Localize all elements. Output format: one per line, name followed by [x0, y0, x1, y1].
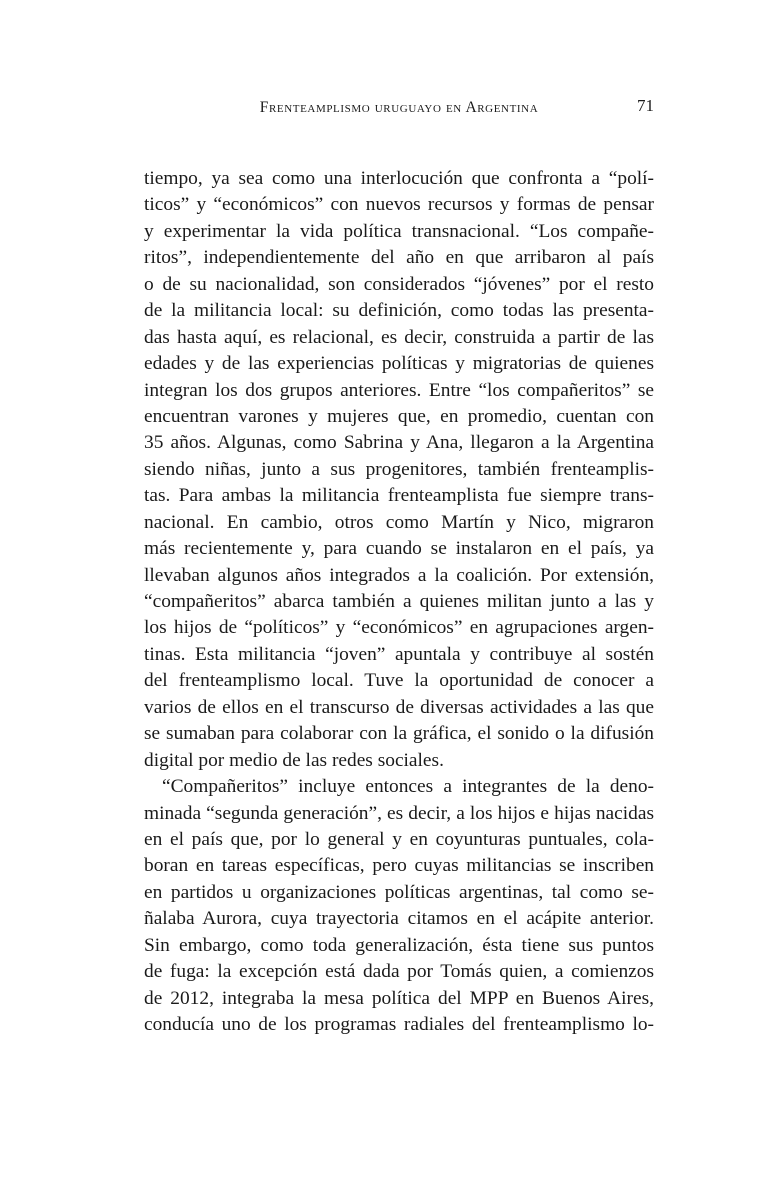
text-line: en el país que, por lo general y en coyunturas puntuales, cola- — [144, 828, 654, 850]
text-line: das hasta aquí, es relacional, es decir, construida a partir de las — [144, 326, 654, 348]
text-line: edades y de las experiencias políticas y migratorias de quienes — [144, 353, 654, 375]
text-line: de la militancia local: su definición, como todas las presenta- — [144, 300, 654, 322]
text-line: y experimentar la vida política transnacional. “Los compañe- — [144, 220, 654, 242]
text-line: 35 años. Algunas, como Sabrina y Ana, llegaron a la Argentina — [144, 432, 654, 454]
text-line: digital por medio de las redes sociales. — [144, 749, 444, 771]
text-line: ritos”, independientemente del año en que arribaron al país — [144, 247, 654, 269]
text-line: tas. Para ambas la militancia frenteamplista fue siempre trans- — [144, 485, 654, 507]
text-line: conducía uno de los programas radiales del frenteamplismo lo- — [144, 1014, 654, 1035]
text-line: ñalaba Aurora, cuya trayectoria citamos en el acápite anterior. — [144, 908, 654, 930]
text-line: “compañeritos” abarca también a quienes militan junto a las y — [144, 591, 654, 612]
text-line: encuentran varones y mujeres que, en promedio, cuentan con — [144, 405, 654, 427]
text-line: boran en tareas específicas, pero cuyas militancias se inscriben — [144, 855, 654, 877]
body-text — [144, 166, 654, 1038]
text-line: llevaban algunos años integrados a la coalición. Por extensión, — [144, 564, 654, 586]
text-line: Sin embargo, como toda generalización, ésta tiene sus puntos — [144, 934, 654, 956]
text-line: del frenteamplismo local. Tuve la oportunidad de conocer a — [144, 670, 654, 692]
text-line: tinas. Esta militancia “joven” apuntala y contribuye al sostén — [144, 643, 654, 665]
page-number: 71 — [637, 96, 654, 115]
paragraph — [144, 166, 654, 774]
text-line: varios de ellos en el transcurso de diversas actividades a las que — [144, 696, 654, 718]
text-line: ticos” y “económicos” con nuevos recursos y formas de pensar — [144, 194, 654, 216]
text-line: o de su nacionalidad, son considerados “jóvenes” por el resto — [144, 273, 654, 295]
text-line: los hijos de “políticos” y “económicos” en agrupaciones argen- — [144, 617, 654, 639]
text-line: de 2012, integraba la mesa política del MPP en Buenos Aires, — [144, 987, 654, 1009]
paragraph — [144, 774, 654, 1038]
running-head — [144, 96, 654, 123]
text-line: nacional. En cambio, otros como Martín y Nico, migraron — [144, 511, 654, 533]
text-line: en partidos u organizaciones políticas argentinas, tal como se- — [144, 881, 654, 903]
text-line: de fuga: la excepción está dada por Tomás quien, a comienzos — [144, 961, 654, 983]
text-line: más recientemente y, para cuando se instalaron en el país, ya — [144, 538, 654, 560]
text-line: se sumaban para colaborar con la gráfica, el sonido o la difusión — [144, 723, 654, 745]
running-title: Frenteamplismo uruguayo en Argentina — [259, 99, 539, 116]
text-line: “Compañeritos” incluye entonces a integrantes de la deno- — [162, 776, 654, 798]
text-line: siendo niñas, junto a sus progenitores, también frenteamplis- — [144, 458, 654, 480]
text-line: minada “segunda generación”, es decir, a los hijos e hijas nacidas — [144, 802, 654, 824]
text-line: tiempo, ya sea como una interlocución que confronta a “polí- — [144, 168, 654, 189]
text-line: integran los dos grupos anteriores. Entre “los compañeritos” se — [144, 379, 654, 401]
